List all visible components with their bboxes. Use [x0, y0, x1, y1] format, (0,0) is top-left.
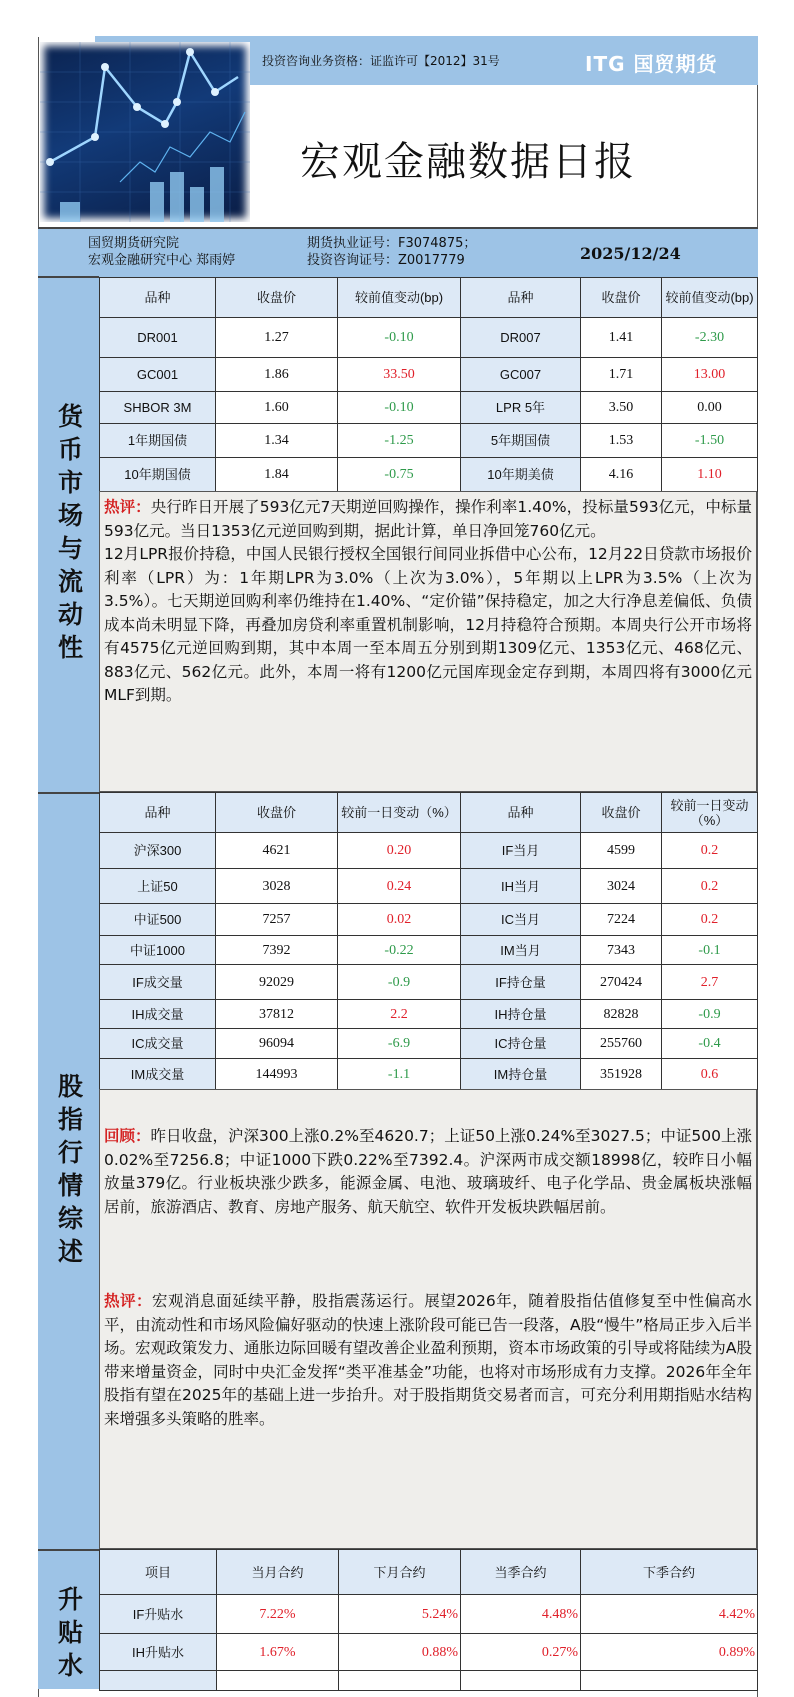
value-cell: 270424 [581, 965, 662, 1000]
value-cell: 37812 [216, 1000, 338, 1029]
section-label-money-market [38, 276, 99, 792]
comment-text: 宏观消息面延续平静，股指震荡运行。展望2026年，随着股指估值修复至中性偏高水平，由流动性和市场风险偏好驱动的快速上涨阶段可能已告一段落，A股“慢牛”格局正步入后半场。宏观政策发力、通胀边际回暖有望改善企业盈利预期，资本市场政策的引导或将陆续为A股带来增量资金，同时中央汇金发挥“类平准基金”功能，也将对市场形成有力支撑。2026年全年股指有望在2025年的基础上进一步抬升。对于股指期货交易者而言，可充分利用期指贴水结构来增强多头策略的胜率。 [104, 1292, 752, 1428]
item-name-cell: IH升贴水 [100, 1634, 217, 1671]
item-name-cell: IH成交量 [100, 1000, 216, 1029]
item-name-cell: 沪深300 [100, 833, 216, 869]
column-header: 较前值变动(bp) [662, 278, 758, 318]
item-name-cell: 10年期国债 [100, 458, 216, 492]
value-cell: 255760 [581, 1029, 662, 1059]
table-row [100, 965, 758, 1000]
section-title: 股指行情综述 [54, 1072, 84, 1271]
item-name-cell: IC持仓量 [461, 1029, 581, 1059]
value-cell: -2.30 [662, 318, 758, 358]
value-cell: 0.02 [338, 904, 461, 936]
value-cell: -1.25 [338, 424, 461, 458]
dept-author: 宏观金融研究中心 郑雨婷 [88, 253, 236, 268]
index-review [104, 1125, 752, 1219]
empty-cell [217, 1671, 339, 1691]
column-header: 收盘价 [581, 278, 662, 318]
value-cell: -0.22 [338, 936, 461, 965]
item-name-cell: IM成交量 [100, 1059, 216, 1090]
futures-cert: 期货执业证号：F3074875； [307, 236, 477, 251]
value-cell: 7.22% [217, 1595, 339, 1634]
stock-chart-icon [40, 42, 250, 222]
report-title: 宏观金融数据日报 [300, 139, 636, 185]
value-cell: 92029 [216, 965, 338, 1000]
table-header-row [100, 1550, 758, 1595]
value-cell: 0.2 [662, 833, 758, 869]
table-row-partial [100, 1671, 758, 1691]
section-title: 升贴水 [54, 1585, 84, 1685]
column-header: 下月合约 [339, 1550, 461, 1595]
report-date: 2025/12/24 [580, 244, 681, 263]
table-row [100, 1000, 758, 1029]
empty-cell [461, 1671, 581, 1691]
table-row [100, 869, 758, 904]
review-text: 昨日收盘，沪深300上涨0.2%至4620.7；上证50上涨0.24%至3027.5；中证500上涨0.02%至7256.8；中证1000下跌0.22%至7392.4。沪深两市成交额18998亿，较昨日小幅放量379亿。行业板块涨少跌多，能源金属、电池、玻璃玻纤、电子化学品、贵金属板块涨幅居前，旅游酒店、教育、房地产服务、航天航空、软件开发板块跌幅居前。 [104, 1127, 752, 1216]
license-text: 投资咨询业务资格：证监许可【2012】31号 [262, 54, 500, 68]
comment-paragraph-1: 央行昨日开展了593亿元7天期逆回购操作，操作利率1.40%，投标量593亿元，中标量593亿元。当日1353亿元逆回购到期，据此计算，单日净回笼760亿元。 [104, 498, 752, 540]
value-cell: 2.7 [662, 965, 758, 1000]
table-header-row [100, 278, 758, 318]
value-cell: 3.50 [581, 392, 662, 424]
column-header: 下季合约 [581, 1550, 758, 1595]
item-name-cell: 1年期国债 [100, 424, 216, 458]
value-cell: 3028 [216, 869, 338, 904]
table-row [100, 458, 758, 492]
column-header: 当季合约 [461, 1550, 581, 1595]
item-name-cell: IH持仓量 [461, 1000, 581, 1029]
finance-chart-banner-image [40, 42, 250, 222]
item-name-cell: IC成交量 [100, 1029, 216, 1059]
value-cell: 1.41 [581, 318, 662, 358]
value-cell: 4.42% [581, 1595, 758, 1634]
value-cell: 4599 [581, 833, 662, 869]
item-name-cell: DR001 [100, 318, 216, 358]
value-cell: 0.24 [338, 869, 461, 904]
value-cell: -0.4 [662, 1029, 758, 1059]
table-row [100, 424, 758, 458]
item-name-cell: 中证500 [100, 904, 216, 936]
index-comment [104, 1290, 752, 1431]
item-name-cell: IM当月 [461, 936, 581, 965]
value-cell: 13.00 [662, 358, 758, 392]
index-table [99, 792, 758, 1090]
certificates [307, 235, 476, 269]
comment-paragraph-2: 12月LPR报价持稳，中国人民银行授权全国银行间同业拆借中心公布，12月22日贷款市场报价利率（LPR）为：1年期LPR为3.0%（上次为3.0%），5年期以上LPR为3.5%（上次为3.5%）。七天期逆回购利率仍维持在1.40%、“定价锚”保持稳定，加之大行净息差偏低、负债成本尚未明显下降，再叠加房贷利率重置机制影响，12月持稳符合预期。本周央行公开市场将有4575亿元逆回购到期，其中本周一至本周五分别到期1309亿元、1353亿元、468亿元、883亿元、562亿元。此外，本周一将有1200亿元国库现金定存到期，本周四将有3000亿元MLF到期。 [104, 545, 752, 704]
value-cell: -0.9 [338, 965, 461, 1000]
author-org [88, 235, 235, 269]
table-row [100, 833, 758, 869]
value-cell: 1.10 [662, 458, 758, 492]
value-cell: -1.50 [662, 424, 758, 458]
value-cell: 2.2 [338, 1000, 461, 1029]
column-header: 收盘价 [216, 278, 338, 318]
column-header: 项目 [100, 1550, 217, 1595]
item-name-cell: SHBOR 3M [100, 392, 216, 424]
column-header: 品种 [461, 278, 581, 318]
value-cell: 7343 [581, 936, 662, 965]
value-cell: -0.9 [662, 1000, 758, 1029]
value-cell: 1.67% [217, 1634, 339, 1671]
item-name-cell: IF升贴水 [100, 1595, 217, 1634]
value-cell: -6.9 [338, 1029, 461, 1059]
value-cell: 4.48% [461, 1595, 581, 1634]
value-cell: -0.75 [338, 458, 461, 492]
comment-tag: 热评： [104, 1292, 153, 1310]
empty-cell [339, 1671, 461, 1691]
table-row [100, 1595, 758, 1634]
value-cell: -0.10 [338, 318, 461, 358]
value-cell: 7392 [216, 936, 338, 965]
item-name-cell: IH当月 [461, 869, 581, 904]
empty-cell [581, 1671, 758, 1691]
value-cell: 7224 [581, 904, 662, 936]
value-cell: -1.1 [338, 1059, 461, 1090]
empty-cell [100, 1671, 217, 1691]
table-row [100, 358, 758, 392]
item-name-cell: 中证1000 [100, 936, 216, 965]
money-market-comment [99, 491, 757, 792]
table-row [100, 318, 758, 358]
value-cell: 7257 [216, 904, 338, 936]
value-cell: 0.88% [339, 1634, 461, 1671]
column-header: 当月合约 [217, 1550, 339, 1595]
table-row [100, 936, 758, 965]
table-row [100, 1059, 758, 1090]
item-name-cell: IC当月 [461, 904, 581, 936]
value-cell: 351928 [581, 1059, 662, 1090]
value-cell: 1.84 [216, 458, 338, 492]
advisory-cert: 投资咨询证号：Z0017779 [307, 253, 465, 268]
value-cell: -0.10 [338, 392, 461, 424]
value-cell: 144993 [216, 1059, 338, 1090]
item-name-cell: 10年期美债 [461, 458, 581, 492]
index-comment-area [99, 1089, 757, 1549]
table-header-row [100, 793, 758, 833]
item-name-cell: IM持仓量 [461, 1059, 581, 1090]
value-cell: 82828 [581, 1000, 662, 1029]
table-row [100, 1029, 758, 1059]
value-cell: 3024 [581, 869, 662, 904]
money-market-table [99, 277, 758, 492]
item-name-cell: IF成交量 [100, 965, 216, 1000]
value-cell: 96094 [216, 1029, 338, 1059]
table-row [100, 1634, 758, 1671]
value-cell: 1.71 [581, 358, 662, 392]
itg-logo: ITG 国贸期货 [585, 52, 718, 76]
review-tag: 回顾： [104, 1127, 151, 1145]
value-cell: 0.20 [338, 833, 461, 869]
value-cell: 0.00 [662, 392, 758, 424]
value-cell: 1.60 [216, 392, 338, 424]
item-name-cell: IF持仓量 [461, 965, 581, 1000]
value-cell: 0.6 [662, 1059, 758, 1090]
value-cell: 4.16 [581, 458, 662, 492]
column-header: 收盘价 [581, 793, 662, 833]
value-cell: 1.34 [216, 424, 338, 458]
value-cell: 1.86 [216, 358, 338, 392]
section-title: 货币市场与流动性 [54, 403, 84, 667]
value-cell: 1.27 [216, 318, 338, 358]
value-cell: 33.50 [338, 358, 461, 392]
item-name-cell: DR007 [461, 318, 581, 358]
value-cell: 0.89% [581, 1634, 758, 1671]
table-row [100, 392, 758, 424]
value-cell: 5.24% [339, 1595, 461, 1634]
basis-table [99, 1549, 758, 1691]
section-label-index-review [38, 792, 99, 1549]
item-name-cell: LPR 5年 [461, 392, 581, 424]
org-name: 国贸期货研究院 [88, 236, 180, 251]
value-cell: 4621 [216, 833, 338, 869]
comment-tag: 热评： [104, 498, 151, 516]
section-label-basis [38, 1549, 99, 1689]
column-header: 较前值变动(bp) [338, 278, 461, 318]
column-header: 较前一日变动（%） [662, 793, 758, 833]
value-cell: 0.27% [461, 1634, 581, 1671]
item-name-cell: 上证50 [100, 869, 216, 904]
column-header: 较前一日变动（%） [338, 793, 461, 833]
column-header: 品种 [461, 793, 581, 833]
item-name-cell: GC007 [461, 358, 581, 392]
value-cell: 0.2 [662, 904, 758, 936]
item-name-cell: IF当月 [461, 833, 581, 869]
item-name-cell: GC001 [100, 358, 216, 392]
value-cell: 1.53 [581, 424, 662, 458]
column-header: 品种 [100, 278, 216, 318]
table-row [100, 904, 758, 936]
value-cell: -0.1 [662, 936, 758, 965]
column-header: 品种 [100, 793, 216, 833]
column-header: 收盘价 [216, 793, 338, 833]
value-cell: 0.2 [662, 869, 758, 904]
item-name-cell: 5年期国债 [461, 424, 581, 458]
